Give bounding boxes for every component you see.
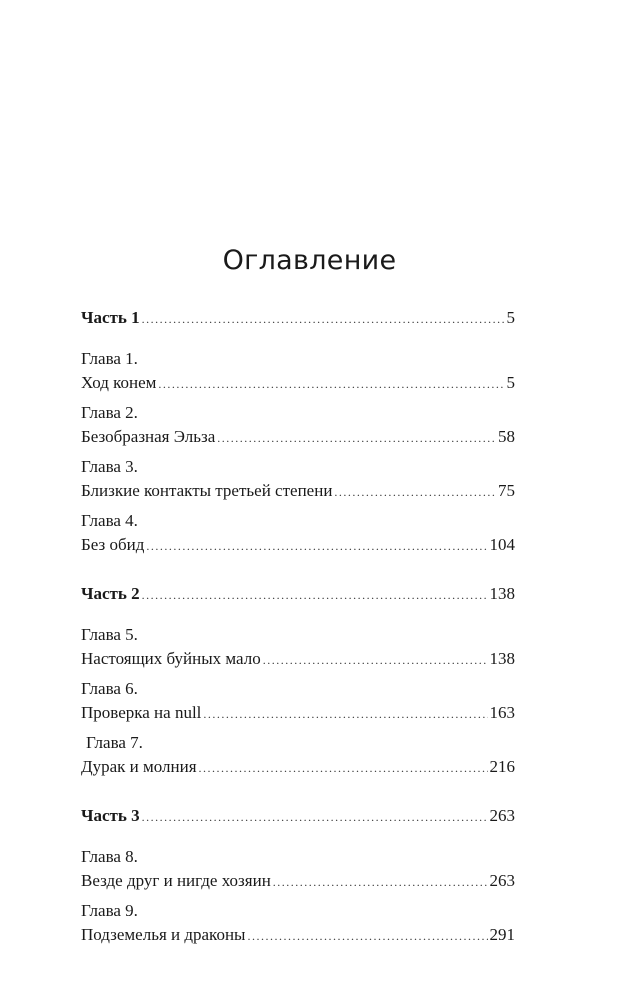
chapter-title: Безобразная Эльза xyxy=(81,427,216,446)
toc-part-1[interactable] xyxy=(81,306,515,331)
page-number: 216 xyxy=(489,757,515,776)
page-title: Оглавление xyxy=(222,245,397,276)
page-number: 75 xyxy=(498,481,515,500)
dot-leader xyxy=(142,805,488,829)
chapter-title: Ход конем xyxy=(81,373,157,392)
chapter-title: Подземелья и драконы xyxy=(81,925,246,944)
chapter-heading: Глава 2. xyxy=(81,403,138,422)
toc-chapter-9[interactable] xyxy=(81,899,515,948)
dot-leader xyxy=(203,702,487,726)
chapter-title: Дурак и молния xyxy=(81,757,197,776)
toc-chapter-4[interactable] xyxy=(81,509,515,558)
dot-leader xyxy=(273,870,488,894)
dot-leader xyxy=(263,648,488,672)
page-number: 5 xyxy=(506,308,515,327)
page-number: 58 xyxy=(498,427,515,446)
chapter-heading: Глава 7. xyxy=(86,733,143,752)
chapter-title: Везде друг и нигде хозяин xyxy=(81,871,271,890)
chapter-title: Настоящих буйных мало xyxy=(81,649,261,668)
chapter-title: Близкие контакты третьей степени xyxy=(81,481,333,500)
toc-chapter-2[interactable] xyxy=(81,401,515,450)
chapter-heading: Глава 5. xyxy=(81,625,138,644)
table-of-contents xyxy=(81,306,515,953)
page-number: 104 xyxy=(489,535,515,554)
chapter-heading: Глава 6. xyxy=(81,679,138,698)
chapter-title: Без обид xyxy=(81,535,145,554)
chapter-heading: Глава 1. xyxy=(81,349,138,368)
page-number: 263 xyxy=(489,806,515,825)
page-number: 263 xyxy=(489,871,515,890)
dot-leader xyxy=(158,372,504,396)
toc-chapter-8[interactable] xyxy=(81,845,515,894)
dot-leader xyxy=(146,534,487,558)
page-number: 138 xyxy=(489,584,515,603)
chapter-heading: Глава 9. xyxy=(81,901,138,920)
chapter-heading: Глава 8. xyxy=(81,847,138,866)
dot-leader xyxy=(247,924,487,948)
toc-chapter-6[interactable] xyxy=(81,677,515,726)
toc-chapter-3[interactable] xyxy=(81,455,515,504)
toc-part-2[interactable] xyxy=(81,582,515,607)
toc-chapter-1[interactable] xyxy=(81,347,515,396)
part-label: Часть 2 xyxy=(81,584,140,603)
chapter-heading: Глава 3. xyxy=(81,457,138,476)
part-label: Часть 1 xyxy=(81,308,140,327)
dot-leader xyxy=(142,583,488,607)
page-number: 291 xyxy=(489,925,515,944)
dot-leader xyxy=(217,426,496,450)
dot-leader xyxy=(142,307,505,331)
page-number: 5 xyxy=(506,373,515,392)
toc-chapter-5[interactable] xyxy=(81,623,515,672)
chapter-title: Проверка на null xyxy=(81,703,202,722)
toc-part-3[interactable] xyxy=(81,804,515,829)
dot-leader xyxy=(334,480,496,504)
chapter-heading: Глава 4. xyxy=(81,511,138,530)
page-number: 138 xyxy=(489,649,515,668)
part-label: Часть 3 xyxy=(81,806,140,825)
dot-leader xyxy=(199,756,488,780)
toc-chapter-7[interactable] xyxy=(81,731,515,780)
page-number: 163 xyxy=(489,703,515,722)
